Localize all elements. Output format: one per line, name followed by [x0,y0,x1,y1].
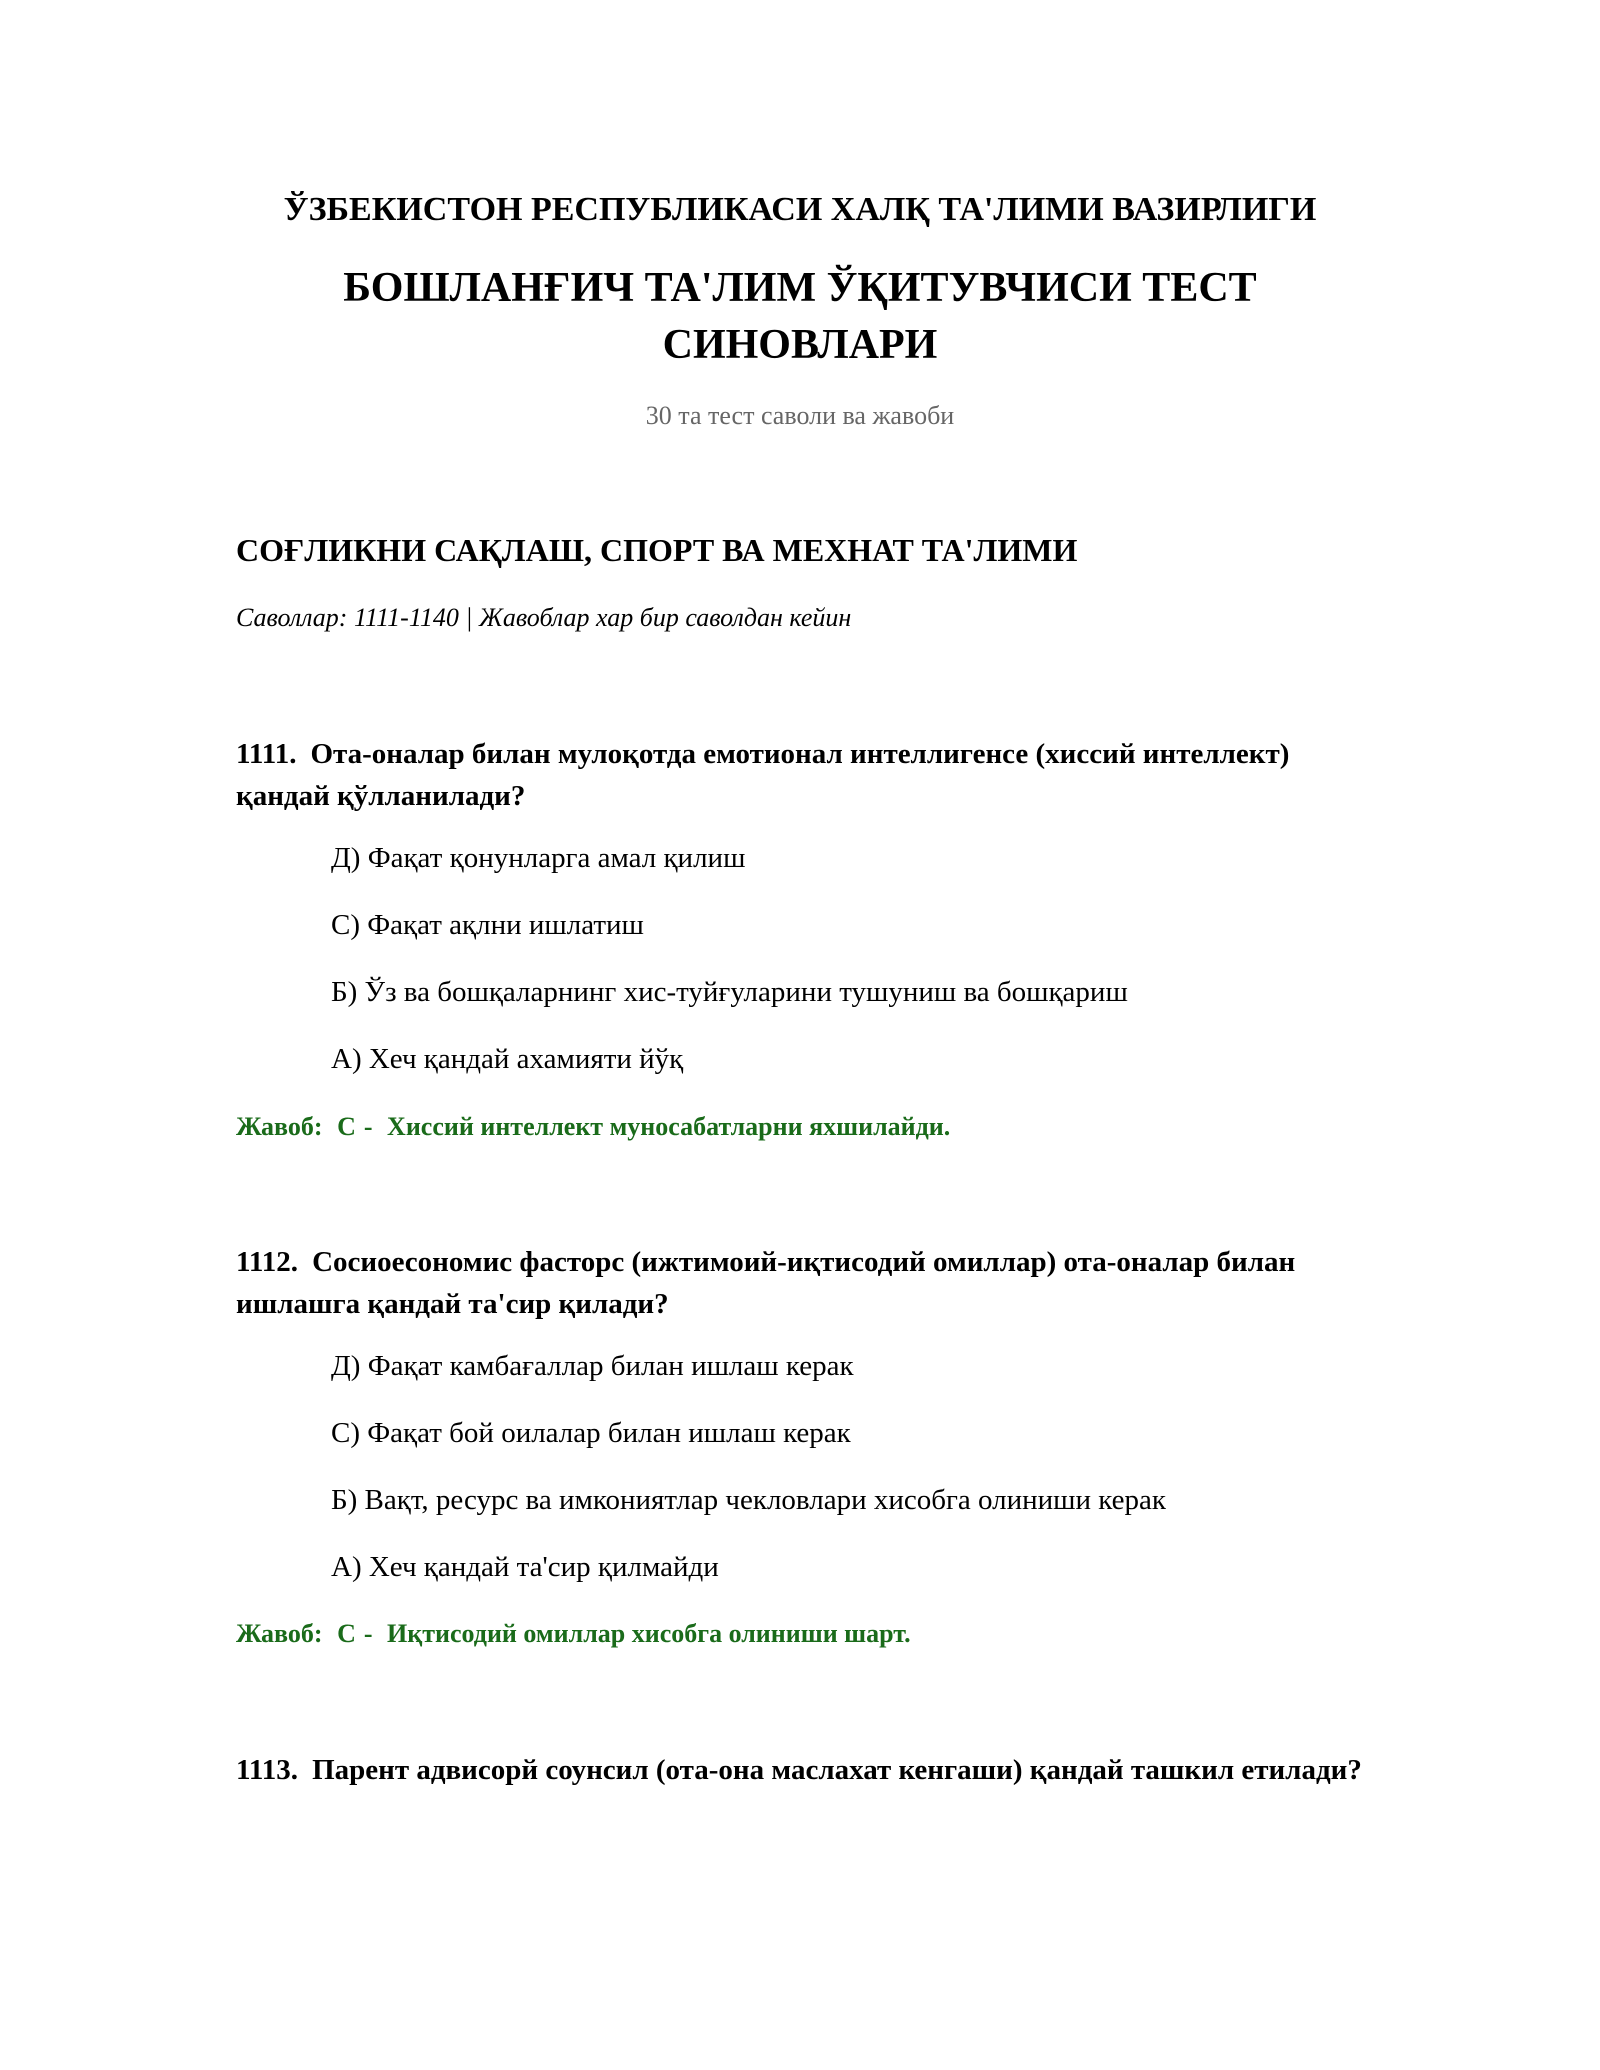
answer-text: Иқтисодий омиллар хисобга олиниши шарт. [387,1619,911,1648]
question-1112 [236,1241,1376,1325]
question-number: 1112. [236,1246,299,1278]
question-text: Парент адвисорй соунсил (ота-она маслахат кенгаши) қандай ташкил етилади? [312,1754,1362,1786]
option-c: С) Фақат ақлни ишлатиш [331,909,644,941]
section-note: Саволлар: 1111-1140 | Жавоблар хар бир саволдан кейин [236,603,852,632]
option-b: Б) Ўз ва бошқаларнинг хис-туйғуларини тушуниш ва бошқариш [331,976,1128,1008]
document-title: БОШЛАНҒИЧ ТА'ЛИМ ЎҚИТУВЧИСИ ТЕСТ СИНОВЛАРИ [343,265,1257,368]
question-1111 [236,733,1376,817]
option-d: Д) Фақат қонунларга амал қилиш [331,842,746,874]
question-text: Сосиоесономис фасторс (ижтимоий-иқтисодий омиллар) ота-оналар билан ишлашга қандай та'сир қилади? [236,1246,1296,1320]
question-text: Ота-оналар билан мулоқотда емотионал интеллигенсе (хиссий интеллект) қандай қўлланилади? [236,738,1290,812]
option-c: С) Фақат бой оилалар билан ишлаш керак [331,1417,851,1449]
answer-letter: С [337,1619,356,1648]
answer-dash: - [363,1619,373,1648]
document-subtitle: 30 та тест саволи ва жавоби [645,401,955,430]
answer-1112 [236,1617,1376,1651]
question-1113 [236,1749,1376,1791]
answer-label: Жавоб: [236,1619,323,1648]
answer-label: Жавоб: [236,1112,323,1141]
answer-text: Хиссий интеллект муносабатларни яхшилайди. [387,1112,951,1141]
option-d: Д) Фақат камбағаллар билан ишлаш керак [331,1350,854,1382]
option-a: А) Хеч қандай та'сир қилмайди [331,1551,719,1583]
ministry-heading: ЎЗБЕКИСТОН РЕСПУБЛИКАСИ ХАЛҚ ТА'ЛИМИ ВАЗИРЛИГИ [283,191,1317,228]
section-title: СОҒЛИКНИ САҚЛАШ, СПОРТ ВА МЕХНАТ ТА'ЛИМИ [236,532,1078,568]
question-number: 1111. [236,738,297,770]
option-b: Б) Вақт, ресурс ва имкониятлар чекловлари хисобга олиниши керак [331,1484,1166,1516]
question-number: 1113. [236,1754,299,1786]
answer-letter: С [337,1112,356,1141]
answer-1111 [236,1110,1376,1144]
answer-dash: - [363,1112,373,1141]
option-a: А) Хеч қандай ахамияти йўқ [331,1043,684,1075]
